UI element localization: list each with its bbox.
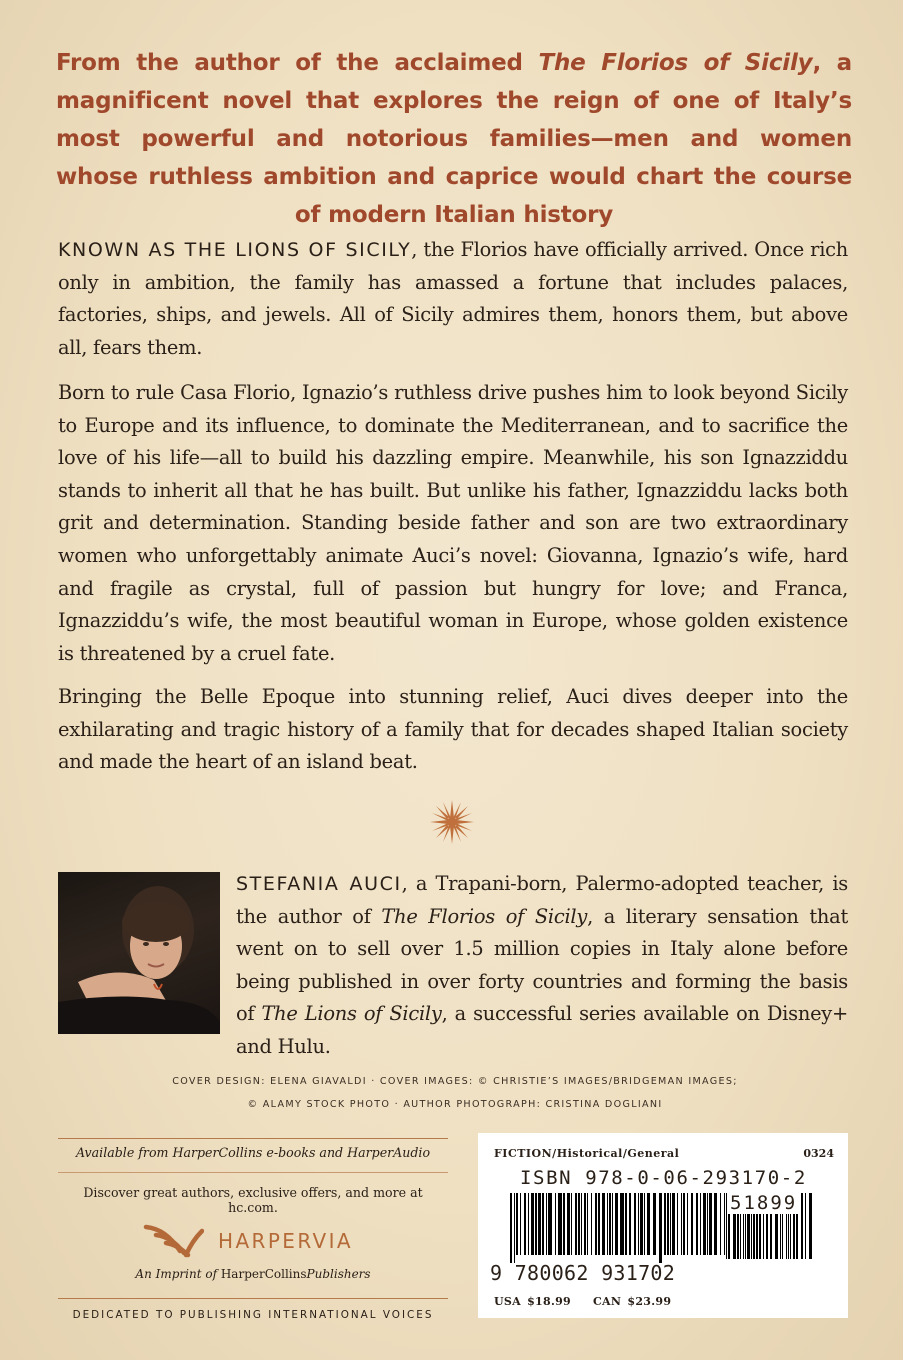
availability-note: Available from HarperCollins e-books and HarperAudio <box>75 1145 431 1160</box>
credits-line-1: COVER DESIGN: ELENA GIAVALDI · COVER IMAGES: © CHRISTIE’S IMAGES/BRIDGEMAN IMAGES; <box>172 1076 738 1087</box>
credits-line-2: © ALAMY STOCK PHOTO · AUTHOR PHOTOGRAPH: CRISTINA DOGLIANI <box>247 1099 663 1110</box>
imprint-line: An Imprint of HarperCollinsPublishers <box>135 1267 371 1281</box>
publisher-logo-name: HARPERVIA <box>218 1229 353 1253</box>
barcode-panel <box>478 1133 848 1318</box>
isbn-text: ISBN 978-0-06-293170-2 <box>520 1167 807 1189</box>
price-code: 51899 <box>730 1192 798 1214</box>
author-name: STEFANIA AUCI <box>236 873 402 895</box>
publisher-motto: DEDICATED TO PUBLISHING INTERNATIONAL VOICES <box>72 1309 434 1321</box>
divider <box>58 1298 448 1299</box>
tagline: From the author of the acclaimed The Florios of Sicily, a magnificent novel that explores the reign of one of Italy’s most powerful and notorious families—men and women whose ruthless ambition and caprice would chart the course of modern Italian history <box>56 50 853 228</box>
harpervia-wing-logo-icon <box>142 1221 204 1259</box>
author-bio: STEFANIA AUCI, a Trapani-born, Palermo-adopted teacher, is the author of The Florios of Sicily, a literary sensation that went on to sell over 1.5 million copies in Italy alone before being published in over forty countries and forming the basis of The Lions of Sicily, a successful series available on Disney+ and Hulu. <box>236 872 849 1058</box>
usa-price: USA $18.99 <box>494 1295 571 1308</box>
genre-label: FICTION/Historical/General <box>494 1147 680 1160</box>
barcode-digits: 9 780062 931702 <box>490 1261 676 1285</box>
lead-caps: KNOWN AS THE LIONS OF SICILY <box>58 239 412 261</box>
cover-credits <box>60 1070 850 1116</box>
description-paragraph-1: KNOWN AS THE LIONS OF SICILY, the Florios have officially arrived. Once rich only in ambition, the family has amassed a fortune that includes palaces, factories, ships, and jewels. All of Sicily admires them, honors them, but above all, fears them. <box>58 238 849 359</box>
can-price: CAN $23.99 <box>593 1295 672 1308</box>
publisher-block <box>58 1138 448 1294</box>
description-paragraph-3: Bringing the Belle Epoque into stunning relief, Auci dives deeper into the exhilarating and tragic history of a family that for decades shaped Italian society and made the heart of an island beat. <box>58 685 848 774</box>
divider <box>58 1172 448 1173</box>
description-paragraph-2: Born to rule Casa Florio, Ignazio’s ruthless drive pushes him to look beyond Sicily to Europe and its influence, to dominate the Mediterranean, and to sacrifice the love of his life—all to build his dazzling empire. Meanwhile, his son Ignazziddu stands to inherit all that he has built. But unlike his father, Ignazziddu lacks both grit and determination. Standing beside father and son are two extraordinary women who unforgettably animate Auci’s novel: Giovanna, Ignazio’s wife, hard and fragile as crystal, full of passion but hungry for love; and Franca, Ignazziddu’s wife, the most beautiful woman in Europe, whose golden existence is threatened by a cruel fate. <box>58 381 848 665</box>
discover-note: Discover great authors, exclusive offers, and more at hc.com. <box>83 1185 423 1215</box>
author-photo <box>58 872 220 1034</box>
prices <box>494 1295 693 1308</box>
date-code: 0324 <box>803 1147 834 1160</box>
sun-star-icon <box>430 800 474 844</box>
